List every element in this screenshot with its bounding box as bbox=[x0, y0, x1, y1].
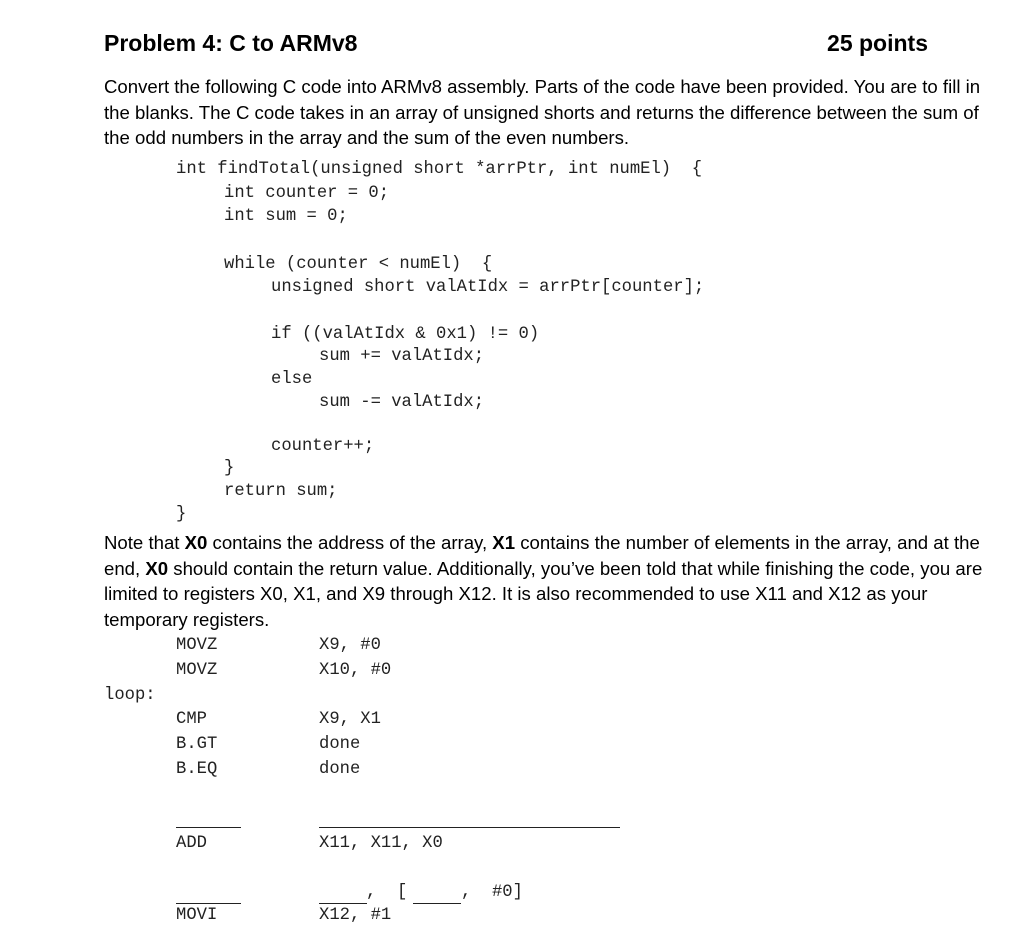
asm-opcode: B.EQ bbox=[176, 760, 218, 779]
register-note bbox=[104, 530, 984, 632]
c-code-line: while (counter < numEl) { bbox=[224, 255, 493, 274]
c-code-line: int counter = 0; bbox=[224, 184, 390, 203]
asm-opcode: MOVZ bbox=[176, 661, 218, 680]
c-code-line: int findTotal(unsigned short *arrPtr, int numEl) { bbox=[176, 160, 703, 179]
note-text: Note that bbox=[104, 532, 185, 553]
problem-points: 25 points bbox=[827, 30, 928, 56]
note-register-x0: X0 bbox=[184, 532, 208, 553]
c-code-line: unsigned short valAtIdx = arrPtr[counter]; bbox=[271, 278, 705, 297]
answer-blank-opcode[interactable] bbox=[176, 826, 241, 828]
c-code-line: sum += valAtIdx; bbox=[319, 347, 485, 366]
answer-blank-load-opcode[interactable] bbox=[176, 902, 241, 904]
note-register-x1: X1 bbox=[492, 532, 516, 553]
note-text: contains the number of elements in the array, and at the end, bbox=[104, 532, 980, 579]
asm-label-loop: loop: bbox=[104, 686, 156, 705]
c-code-line: counter++; bbox=[271, 437, 375, 456]
c-code-line: return sum; bbox=[224, 482, 338, 501]
c-code-line: else bbox=[271, 370, 313, 389]
asm-operands: done bbox=[319, 760, 361, 779]
asm-load-separator: , [ bbox=[366, 883, 408, 902]
c-code-line: sum -= valAtIdx; bbox=[319, 393, 485, 412]
problem-header bbox=[104, 30, 928, 64]
problem-description: Convert the following C code into ARMv8 assembly. Parts of the code have been provided. You are to fill in the blanks. The C code takes in an array of unsigned shorts and returns the difference between the sum of the odd numbers in the array and the sum of the even numbers. bbox=[104, 76, 981, 148]
asm-operands: done bbox=[319, 735, 361, 754]
problem-title: Problem 4: C to ARMv8 bbox=[104, 30, 358, 56]
c-code-line: } bbox=[224, 459, 235, 478]
answer-blank-load-dest[interactable] bbox=[319, 902, 367, 904]
asm-operands: X9, #0 bbox=[319, 636, 381, 655]
asm-opcode: ADD bbox=[176, 834, 207, 853]
asm-operands: X12, #1 bbox=[319, 906, 392, 925]
note-register-x0: X0 bbox=[145, 557, 169, 579]
asm-opcode: CMP bbox=[176, 710, 207, 729]
c-code-line: } bbox=[176, 505, 187, 524]
asm-operands: X10, #0 bbox=[319, 661, 392, 680]
asm-operands: X11, X11, X0 bbox=[319, 834, 443, 853]
answer-blank-load-base[interactable] bbox=[413, 902, 461, 904]
c-code-line: int sum = 0; bbox=[224, 207, 348, 226]
note-text: contains the address of the array, bbox=[207, 532, 493, 553]
asm-opcode: MOVZ bbox=[176, 636, 218, 655]
answer-blank-operands[interactable] bbox=[319, 826, 620, 828]
c-code-line: if ((valAtIdx & 0x1) != 0) bbox=[271, 325, 540, 344]
asm-operands: X9, X1 bbox=[319, 710, 381, 729]
asm-opcode: MOVI bbox=[176, 906, 218, 925]
asm-opcode: B.GT bbox=[176, 735, 218, 754]
asm-load-offset: , #0] bbox=[461, 883, 523, 902]
note-text: should contain the return value. Additionally, you’ve been told that while finishing the code, you are limited to registers X0, X1, and X9 through X12. It is also recommended to use X11 and X12 as your temporary registers. bbox=[104, 557, 983, 630]
